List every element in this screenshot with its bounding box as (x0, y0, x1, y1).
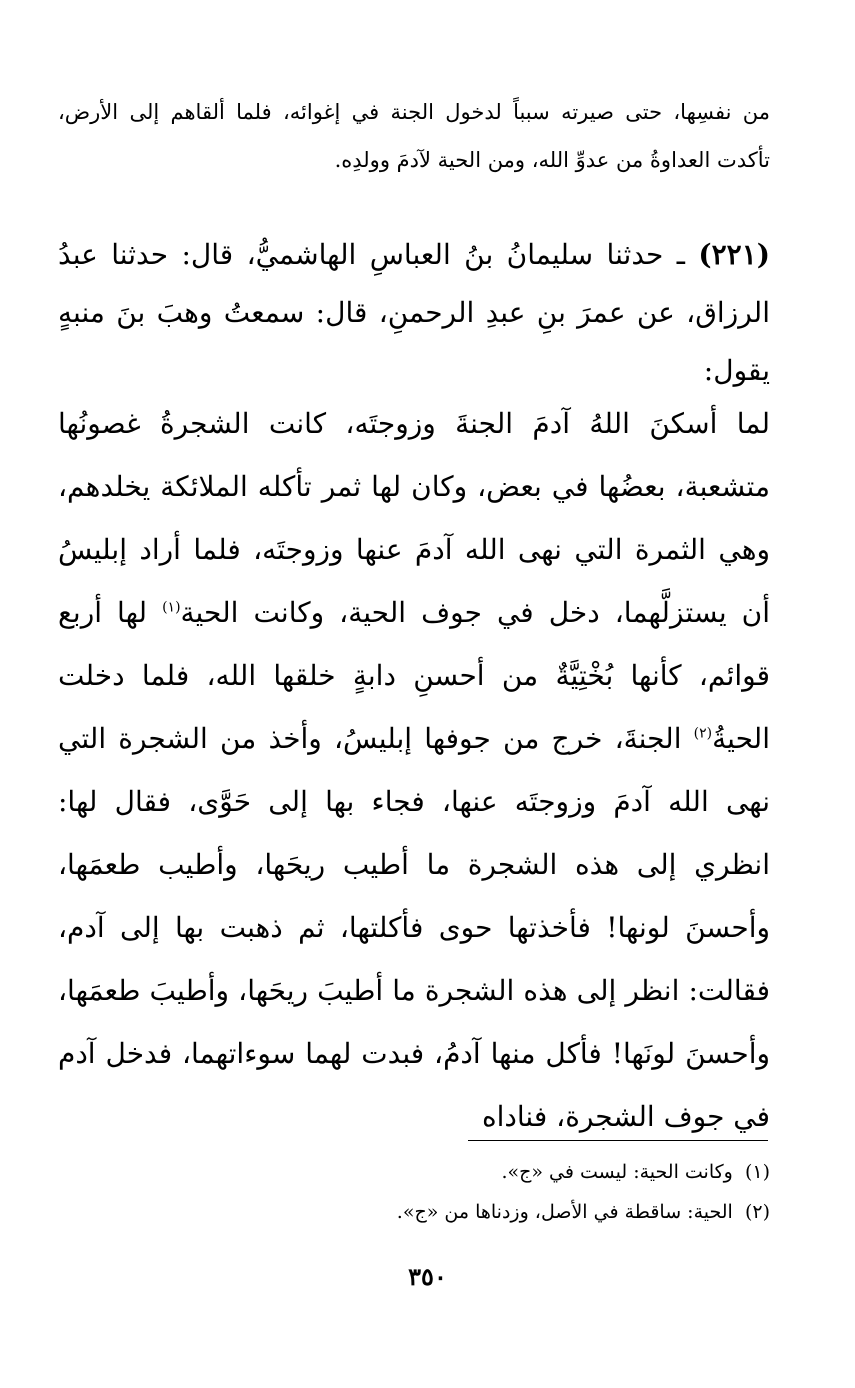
hadith-dash: ـ (663, 238, 699, 271)
hadith-isnad (58, 226, 770, 400)
footnote-marker: (٢) (744, 1201, 770, 1223)
carryover-paragraph: من نفسِها، حتى صيرته سبباً لدخول الجنة في إغوائه، فلما ألقاهم إلى الأرض، تأكدت العداوةُ من عدوِّ الله، ومن الحية لآدمَ وولدِه. (58, 100, 770, 172)
hadith-number: (٢٢١) (698, 238, 770, 271)
body-part-3: الجنةَ، خرج من جوفها إبليسُ، وأخذ من الشجرة التي نهى الله آدمَ وزوجتَه عنها، فجاء بها إلى حَوَّى، فقال لها: انظري إلى هذه الشجرة ما أطيب ريحَها، وأطيب طعمَها، وأحسنَ لونها! فأخذتها حوى فأكلتها، ثم ذهبت بها إلى آدم، فقالت: انظر إلى هذه الشجرة ما أطيبَ ريحَها، وأطيبَ طعمَها، وأحسنَ لونَها! فأكل منها آدمُ، فبدت لهما سوءاتهما، فدخل آدم في جوف الشجرة، فناداه (58, 722, 771, 1133)
footnote-text: وكانت الحية: ليست في «ج». (501, 1161, 733, 1183)
footnote-marker: (١) (744, 1161, 770, 1183)
footnote-text: الحية: ساقطة في الأصل، وزدناها من «ج». (396, 1201, 733, 1223)
body-part-1: لما أسكنَ اللهُ آدمَ الجنةَ وزوجتَه، كانت الشجرةُ غصونُها متشعبة، بعضُها في بعض، وكان لها ثمر تأكله الملائكة يخلدهم، وهي الثمرة التي نهى الله آدمَ عنها وزوجتَه، فلما أراد إبليسُ أن يستزلَّهما، دخل في جوف الحية، وكانت الحية (58, 407, 771, 629)
footnote-item (58, 1152, 770, 1192)
hadith-body (58, 392, 770, 1148)
footnote-item (58, 1192, 770, 1232)
footnotes-list (58, 1152, 770, 1232)
footnote-ref-1[interactable]: (١) (162, 599, 181, 616)
body-part-2: لها أربع قوائم، كأنها بُخْتِيَّةٌ من أحسنِ دابةٍ خلقها الله، فلما دخلت الحيةُ (58, 596, 770, 755)
page-number: ٣٥٠ (408, 1262, 447, 1291)
footnote-ref-2[interactable]: (٢) (693, 725, 713, 742)
footnote-divider (468, 1140, 768, 1141)
isnad-text: حدثنا سليمانُ بنُ العباسِ الهاشميُّ، قال: حدثنا عبدُ الرزاق، عن عمرَ بنِ عبدِ الرحمنِ، قال: سمعتُ وهبَ بنَ منبهٍ يقول: (58, 238, 770, 387)
